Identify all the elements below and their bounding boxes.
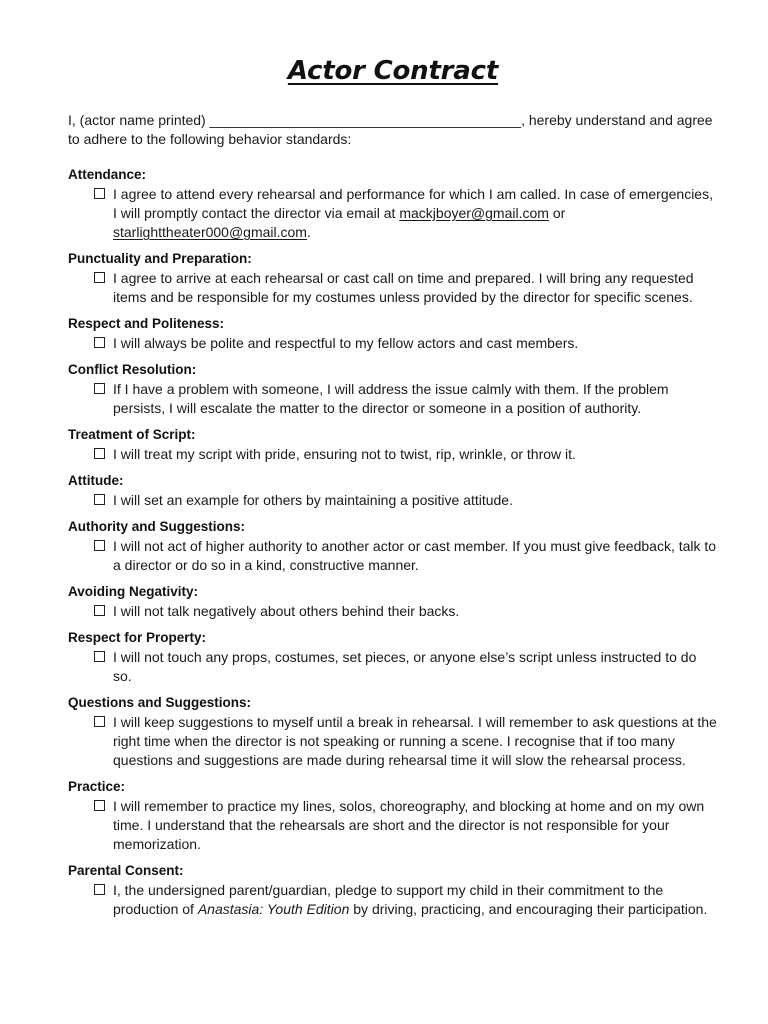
checkbox-treatment-of-script[interactable] — [94, 448, 105, 459]
list-item — [68, 713, 718, 770]
section-heading: Respect for Property: — [68, 630, 207, 645]
list-item — [68, 537, 718, 575]
page-title: Actor Contract — [287, 56, 499, 86]
list-item — [68, 380, 718, 418]
section-authority — [68, 518, 718, 575]
section-punctuality — [68, 250, 718, 307]
checkbox-respect[interactable] — [94, 337, 105, 348]
item-text: I will keep suggestions to myself until a break in rehearsal. I will remember to ask questions at the right time when the director is not speaking or running a scene. I recognise that if too many questions and suggestions are made during rehearsal time it will slow the rehearsal process. — [113, 714, 717, 768]
section-respect-for-property — [68, 629, 718, 686]
show-title: Anastasia: Youth Edition — [197, 901, 350, 917]
checkbox-attendance[interactable] — [94, 188, 105, 199]
section-practice — [68, 778, 718, 854]
item-text: I will treat my script with pride, ensuring not to twist, rip, wrinkle, or throw it. — [113, 446, 576, 462]
section-heading: Attendance: — [68, 167, 147, 182]
theater-email-link[interactable]: starlighttheater000@gmail.com — [113, 224, 307, 240]
behavior-standards-list — [68, 166, 718, 927]
intro-paragraph — [68, 111, 716, 149]
checkbox-parental-consent[interactable] — [94, 884, 105, 895]
list-item — [68, 602, 718, 621]
checkbox-attitude[interactable] — [94, 494, 105, 505]
item-text: I will set an example for others by maintaining a positive attitude. — [113, 492, 513, 508]
list-item — [68, 648, 718, 686]
checkbox-punctuality[interactable] — [94, 272, 105, 283]
list-item — [68, 269, 718, 307]
item-text: by driving, practicing, and encouraging their participation. — [349, 901, 708, 917]
section-heading: Respect and Politeness: — [68, 316, 225, 331]
section-questions — [68, 694, 718, 770]
section-heading: Authority and Suggestions: — [68, 519, 245, 534]
checkbox-conflict-resolution[interactable] — [94, 383, 105, 394]
item-text: I will remember to practice my lines, solos, choreography, and blocking at home and on my own time. I understand that the rehearsals are short and the director is not responsible for your memorization. — [113, 798, 705, 852]
section-heading: Attitude: — [68, 473, 124, 488]
section-parental-consent — [68, 862, 718, 919]
list-item — [68, 445, 718, 464]
item-text: I will not talk negatively about others behind their backs. — [113, 603, 460, 619]
intro-text-before: I, (actor name printed) — [68, 112, 210, 128]
section-heading: Practice: — [68, 779, 126, 794]
section-heading: Conflict Resolution: — [68, 362, 197, 377]
item-text: I agree to attend every rehearsal and performance for which I am called. In case of emergencies, I will promptly contact the director via email at — [113, 186, 713, 221]
list-item — [68, 797, 718, 854]
section-heading: Treatment of Script: — [68, 427, 196, 442]
item-text: I agree to arrive at each rehearsal or cast call on time and prepared. I will bring any requested items and be responsible for my costumes unless provided by the director for specific scenes. — [113, 270, 694, 305]
section-treatment-of-script — [68, 426, 718, 464]
item-text: I will not touch any props, costumes, set pieces, or anyone else’s script unless instructed to do so. — [113, 649, 697, 684]
director-email-link[interactable]: mackjboyer@gmail.com — [399, 205, 549, 221]
section-conflict-resolution — [68, 361, 718, 418]
intro-text-after: , hereby understand and agree to adhere to the following behavior standards: — [68, 112, 713, 147]
checkbox-practice[interactable] — [94, 800, 105, 811]
section-heading: Punctuality and Preparation: — [68, 251, 252, 266]
checkbox-avoiding-negativity[interactable] — [94, 605, 105, 616]
list-item — [68, 491, 718, 510]
item-text: . — [306, 224, 311, 240]
item-text: I, the undersigned parent/guardian, pledge to support my child in their commitment to the production of — [113, 882, 664, 917]
section-attitude — [68, 472, 718, 510]
list-item — [68, 334, 718, 353]
section-respect — [68, 315, 718, 353]
list-item — [68, 881, 718, 919]
checkbox-respect-for-property[interactable] — [94, 651, 105, 662]
checkbox-questions[interactable] — [94, 716, 105, 727]
section-attendance — [68, 166, 718, 242]
item-text: I will not act of higher authority to another actor or cast member. If you must give feedback, talk to a director or do so in a kind, constructive manner. — [113, 538, 717, 573]
section-heading: Questions and Suggestions: — [68, 695, 252, 710]
list-item — [68, 185, 718, 242]
item-text: or — [548, 205, 566, 221]
section-heading: Parental Consent: — [68, 863, 184, 878]
section-avoiding-negativity — [68, 583, 718, 621]
section-heading: Avoiding Negativity: — [68, 584, 199, 599]
actor-name-blank[interactable]: ________________________________________ — [209, 112, 522, 128]
checkbox-authority[interactable] — [94, 540, 105, 551]
item-text: If I have a problem with someone, I will address the issue calmly with them. If the problem persists, I will escalate the matter to the director or someone in a position of authority. — [113, 381, 669, 416]
item-text: I will always be polite and respectful to my fellow actors and cast members. — [113, 335, 579, 351]
